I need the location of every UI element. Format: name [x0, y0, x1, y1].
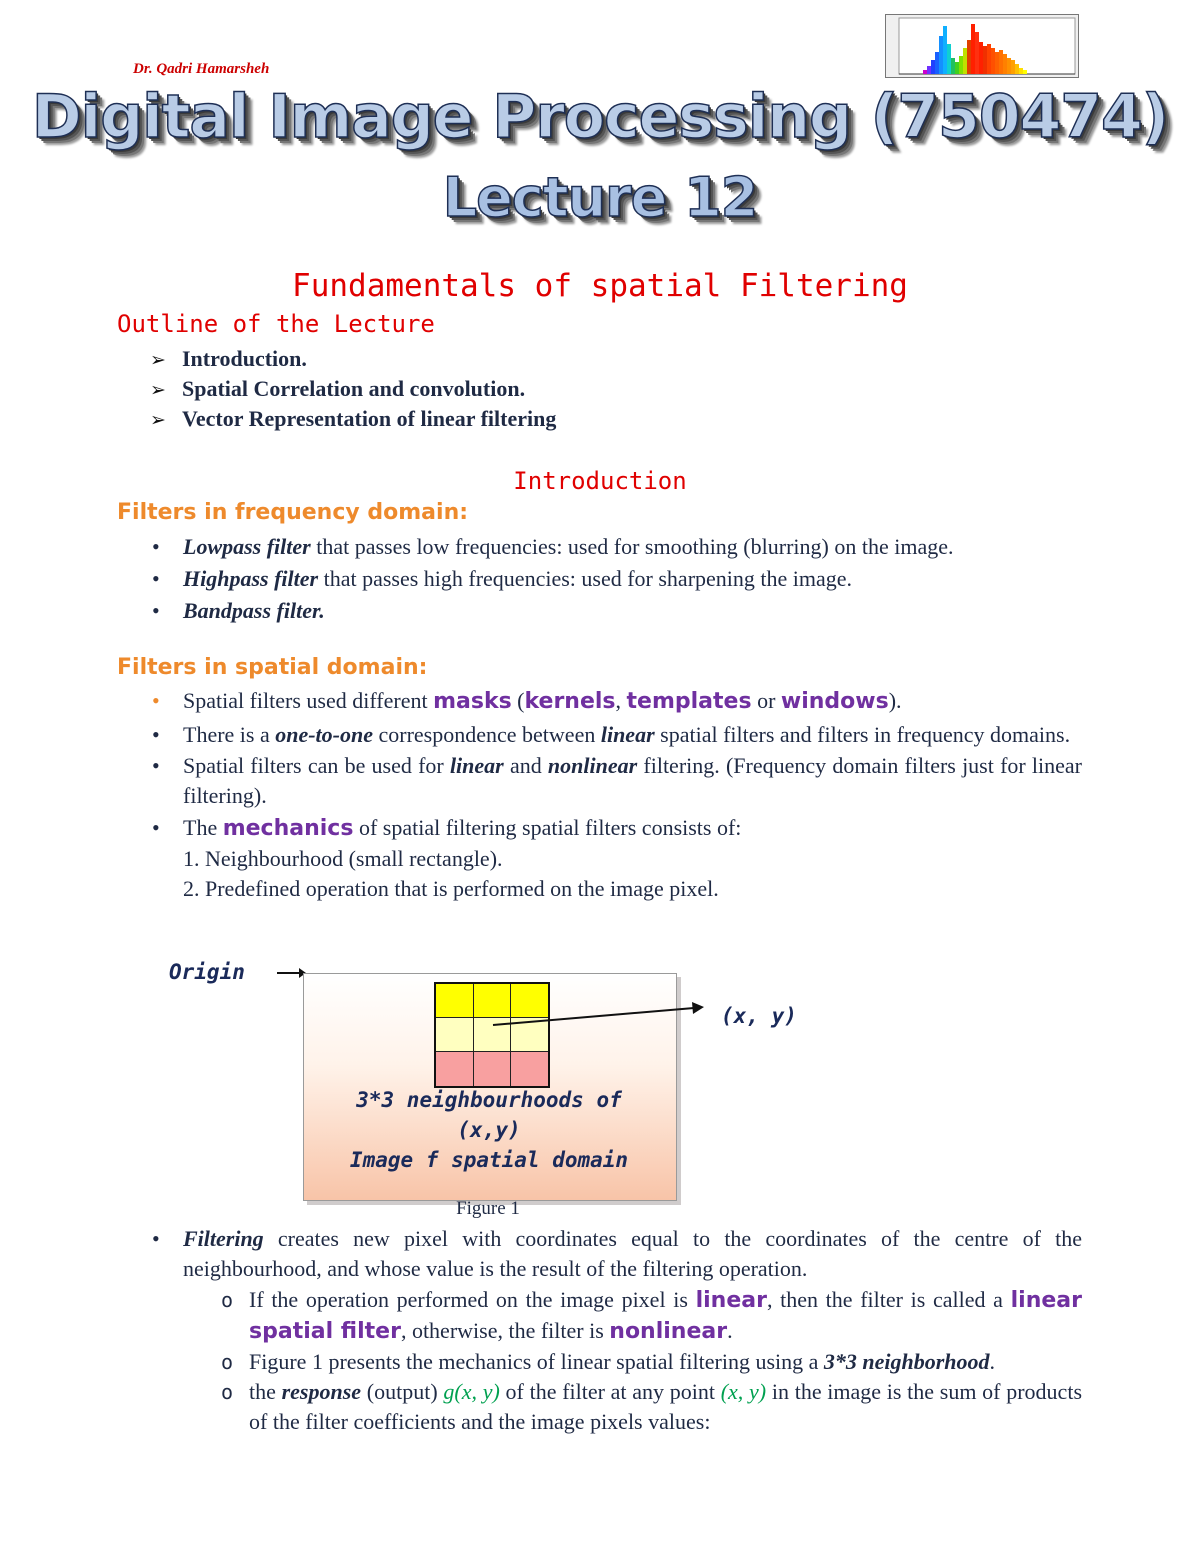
list-item: • The mechanics of spatial filtering spatial filters consists of: 1. Neighbourhood (small rectangle). 2. Predefined operation that is performed on the image pixel. — [150, 813, 1082, 904]
arrow-bullet-icon: ➢ — [150, 409, 166, 431]
list-item: • There is a one-to-one correspondence between linear spatial filters and filters in frequency domains. — [150, 720, 1082, 750]
lecture-number: Lecture 12 — [442, 166, 758, 229]
list-item: o Figure 1 presents the mechanics of linear spatial filtering using a 3*3 neighborhood. — [217, 1347, 1082, 1377]
figure-number: Figure 1 — [456, 1198, 520, 1219]
mechanics-step: 2. Predefined operation that is performed on the image pixel. — [183, 876, 719, 901]
list-item: • Spatial filters used different masks (kernels, templates or windows). — [150, 686, 1082, 717]
list-item: • Highpass filter that passes high frequencies: used for sharpening the image. — [150, 564, 1082, 594]
filtering-list — [150, 1224, 1082, 1284]
list-item: o the response (output) g(x, y) of the filter at any point (x, y) in the image is the sum of products of the filter coefficients and the image pixels values: — [217, 1377, 1082, 1437]
course-title: Digital Image Processing (750474) — [31, 82, 1169, 152]
list-item: o If the operation performed on the image pixel is linear, then the filter is called a linear spatial filter, otherwise, the filter is nonlinear. — [217, 1285, 1082, 1347]
center-pixel-arrow-icon — [490, 998, 710, 1030]
histogram-thumbnail — [885, 14, 1079, 78]
list-item: • Lowpass filter that passes low frequencies: used for smoothing (blurring) on the image. — [150, 532, 1082, 562]
origin-label: Origin — [169, 960, 245, 984]
spatial-filter-list — [150, 686, 1082, 904]
list-item: • Filtering creates new pixel with coordinates equal to the coordinates of the centre of the neighbourhood, and whose value is the result of the filtering operation. — [150, 1224, 1082, 1284]
xy-label: (x, y) — [721, 1004, 797, 1028]
list-item: • Spatial filters can be used for linear and nonlinear filtering. (Frequency domain filters just for linear filtering). — [150, 751, 1082, 811]
mechanics-step: 1. Neighbourhood (small rectangle). — [183, 846, 503, 871]
arrow-bullet-icon: ➢ — [150, 349, 166, 371]
outline-list — [150, 344, 556, 434]
section-heading-introduction: Introduction — [513, 467, 687, 495]
figure-caption: 3*3 neighbourhoods of (x,y) Image f spatial domain — [349, 1088, 629, 1172]
author-name: Dr. Qadri Hamarsheh — [133, 61, 270, 77]
frequency-filter-list — [150, 532, 1082, 626]
page-title: Fundamentals of spatial Filtering — [292, 268, 908, 304]
outline-heading: Outline of the Lecture — [117, 310, 435, 338]
arrow-bullet-icon: ➢ — [150, 379, 166, 401]
list-item: • Bandpass filter. — [150, 596, 1082, 626]
list-item: ➢ Introduction. — [150, 344, 556, 374]
filtering-sub-list — [217, 1285, 1082, 1437]
list-item: ➢ Vector Representation of linear filtering — [150, 404, 556, 434]
spatial-domain-heading: Filters in spatial domain: — [117, 655, 428, 680]
list-item: ➢ Spatial Correlation and convolution. — [150, 374, 556, 404]
frequency-domain-heading: Filters in frequency domain: — [117, 500, 469, 525]
